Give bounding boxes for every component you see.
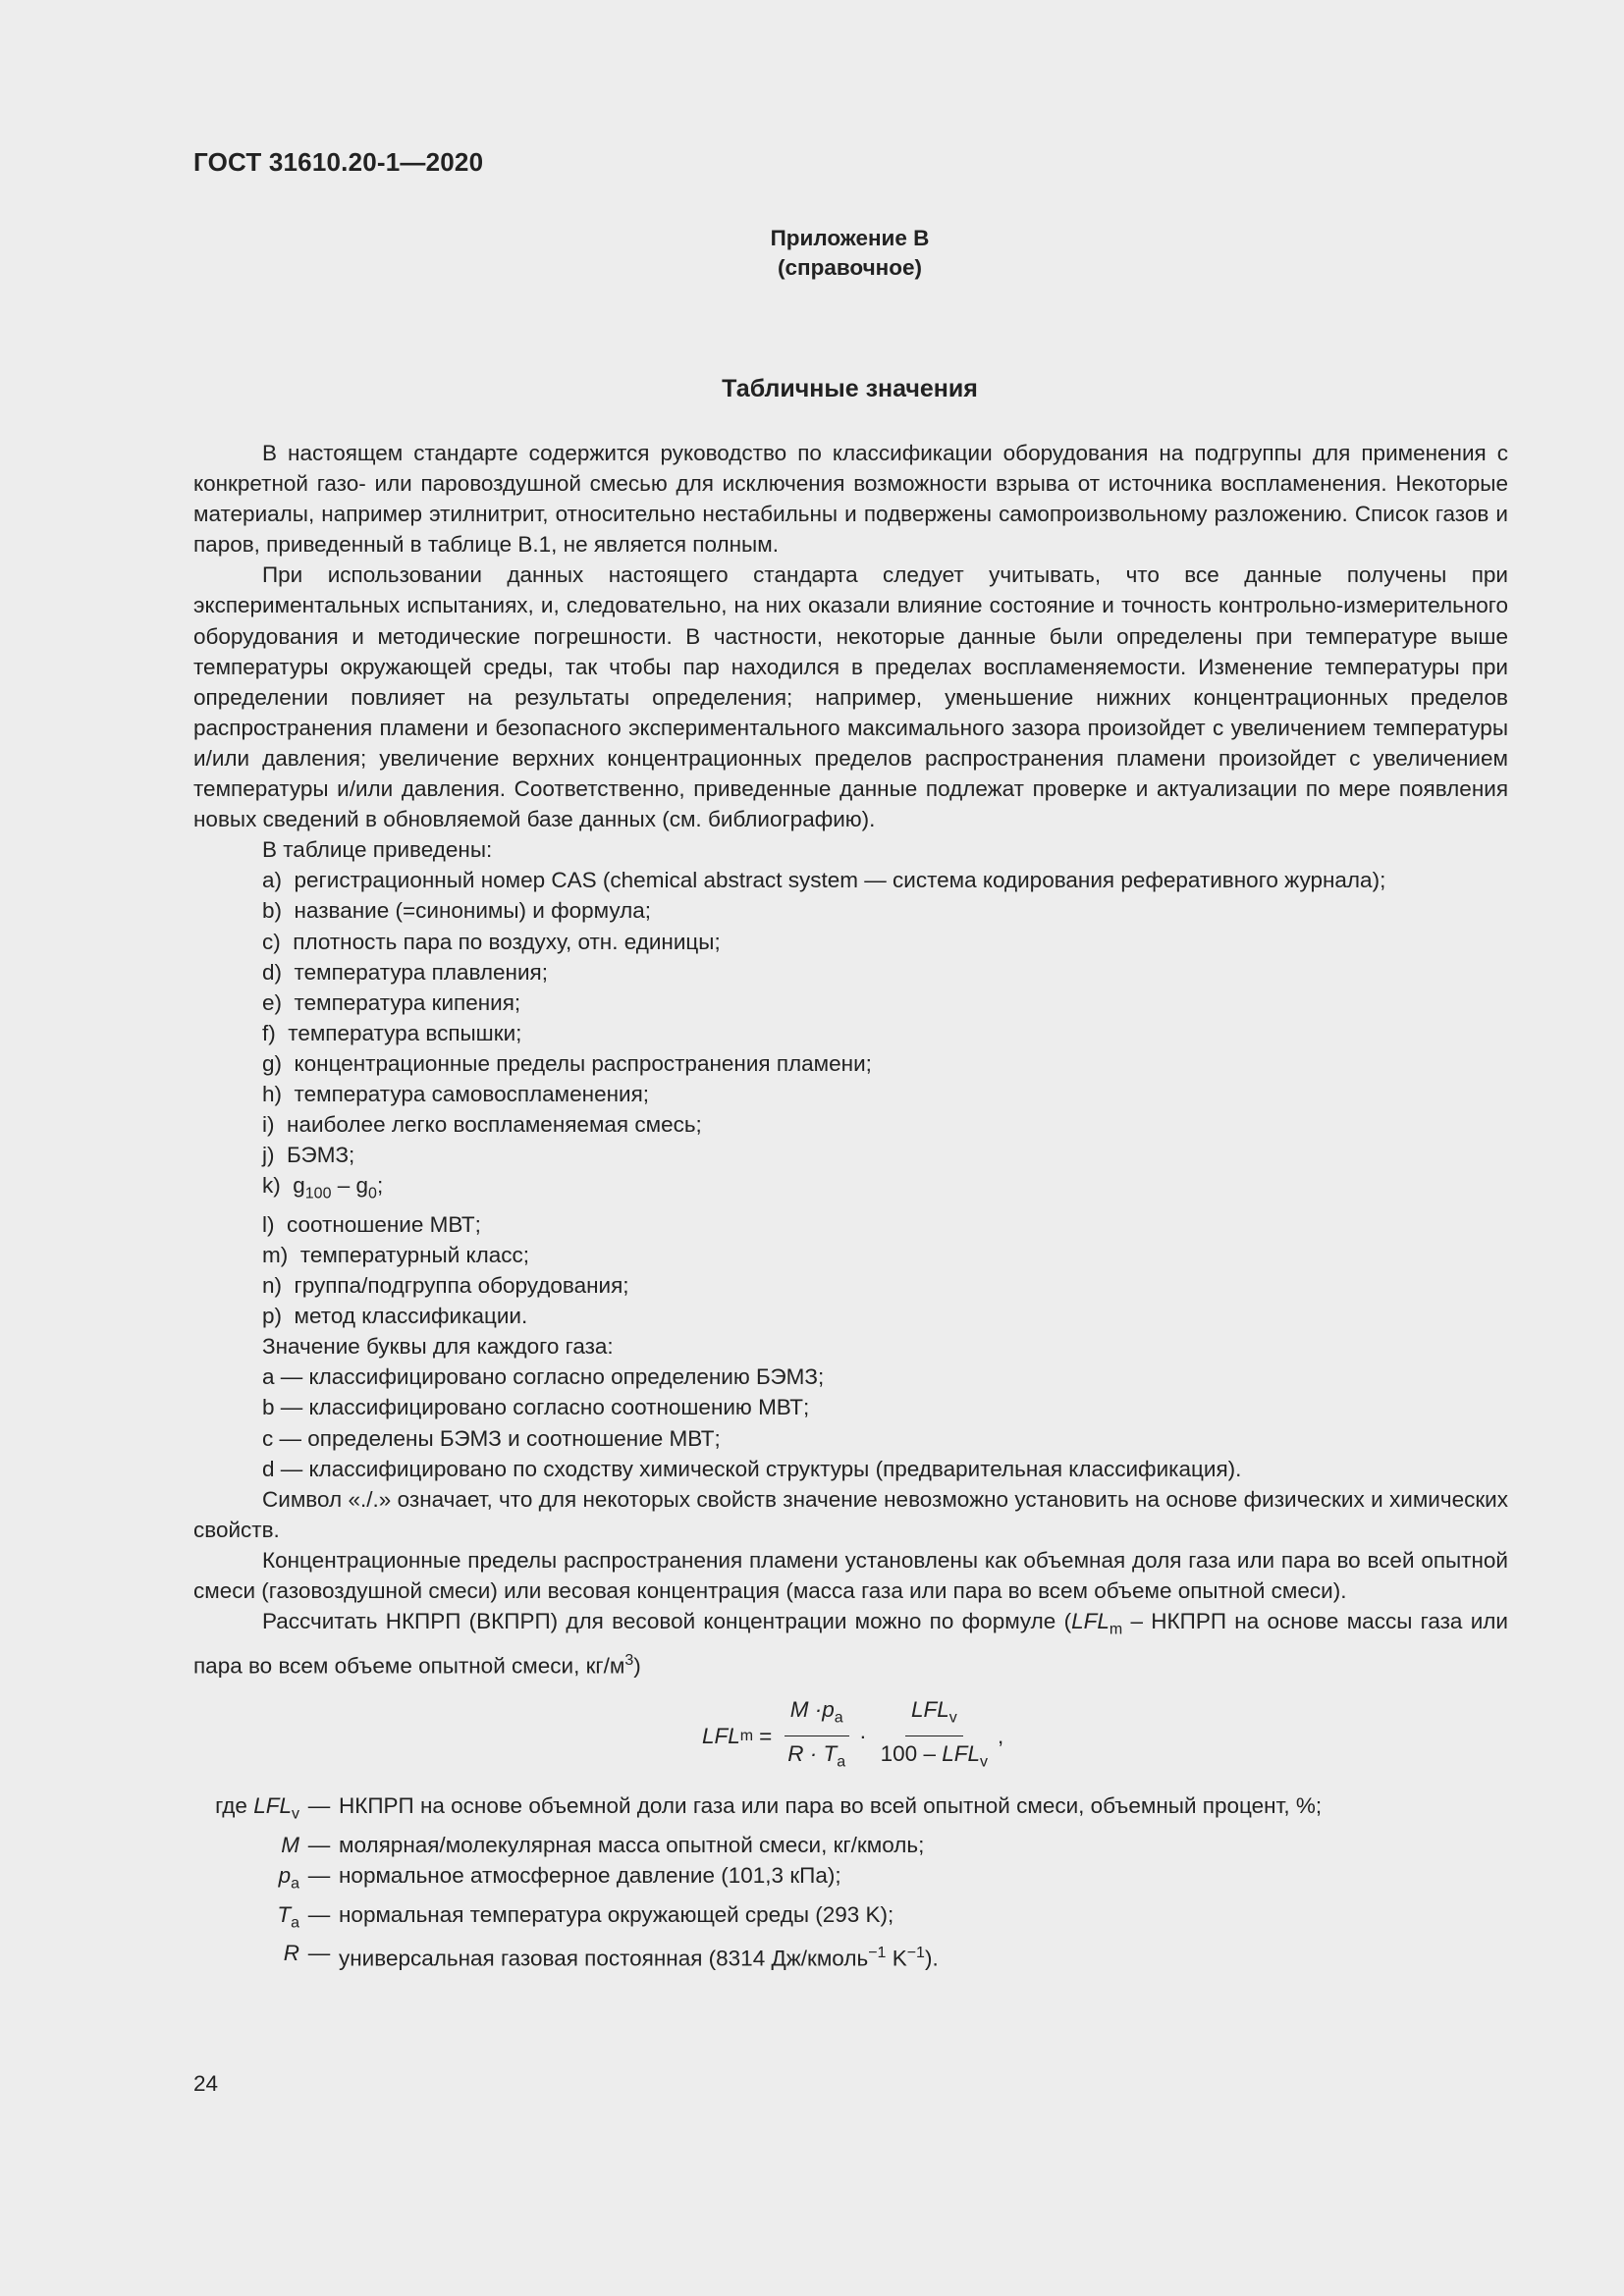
list-item: m) температурный класс;	[262, 1242, 530, 1267]
paragraph-symbol: Символ «./.» означает, что для некоторых свойств значение невозможно установить на основе физических и химических свойств.	[193, 1486, 1508, 1542]
list-item: a) регистрационный номер CAS (chemical abstract system — система кодирования реферативного журнала);	[262, 868, 1386, 893]
list-item: l) соотношение МВТ;	[262, 1211, 481, 1237]
variable-definitions	[193, 1790, 1508, 1973]
letter-meaning-list	[193, 1362, 1508, 1483]
document-body	[193, 438, 1508, 1974]
definition-row: где $LFL_v$ — НКПРП на основе объемной доли газа или пара во всей опытной смеси, объемный процент, %;	[215, 1793, 1323, 1823]
list-item: n) группа/подгруппа оборудования;	[262, 1273, 629, 1299]
formula-fraction-2: $\frac{LFL_v}{100 - LFL_v}$	[875, 1694, 994, 1777]
list-item: b) название (=синонимы) и формула;	[262, 898, 652, 924]
document-code-header: ГОСТ 31610.20-1—2020	[193, 147, 484, 177]
list-item: d — классифицировано по сходству химической структуры (предварительная классификация).	[262, 1456, 1242, 1481]
list-item: b — классифицировано согласно соотношению МВТ;	[262, 1395, 810, 1420]
list-item: k) $g_{100} - g_0$;	[262, 1173, 384, 1202]
list-item: e) температура кипения;	[262, 989, 521, 1015]
paragraph-letter-meaning: Значение буквы для каждого газа:	[262, 1334, 614, 1360]
list-item: c) плотность пара по воздуху, отн. единицы;	[262, 929, 721, 954]
list-item: a — классифицировано согласно определению БЭМЗ;	[262, 1364, 825, 1390]
page-number: 24	[193, 2071, 219, 2096]
table-contents-list	[193, 865, 1508, 1331]
paragraph-intro: В настоящем стандарте содержится руководство по классификации оборудования на подгруппы для применения с конкретной газо- или паровоздушной смесью для исключения возможности взрыва от источника воспламенения. Некоторые материалы, например этилнитрит, относительно нестабильны и подвержены самопроизвольному разложению. Список газов и паров, приведенный в таблице В.1, не является полным.	[193, 441, 1508, 558]
list-item: c — определены БЭМЗ и соотношение МВТ;	[262, 1425, 721, 1451]
paragraph-concentration-limits: Концентрационные пределы распространения пламени установлены как объемная доля газа или пара во всей опытной смеси (газовоздушной смеси) или весовая концентрация (масса газа или пара во всем объеме опытной смеси).	[193, 1547, 1508, 1603]
definition-row: $p_a$ — нормальное атмосферное давление (101,3 кПа);	[278, 1862, 841, 1893]
paragraph-formula-intro: Рассчитать НКПРП (ВКПРП) для весовой концентрации можно по формуле ($LFL_m$ – НКПРП на основе массы газа или пара во всем объеме опытной смеси, $кг/м^3$)	[193, 1609, 1508, 1679]
list-item: j) БЭМЗ;	[262, 1143, 355, 1168]
list-item: d) температура плавления;	[262, 959, 548, 985]
list-item: g) концентрационные пределы распространения пламени;	[262, 1050, 872, 1076]
appendix-title: Приложение В	[770, 226, 930, 250]
definition-row: R — универсальная газовая постоянная (8314 Дж/кмоль$^{-1}$ $K^{-1}$).	[283, 1941, 939, 1971]
section-title: Табличные значения	[722, 375, 978, 402]
appendix-heading	[0, 224, 1624, 283]
list-item: f) температура вспышки;	[262, 1020, 522, 1045]
definition-row: $T_a$ — нормальная температура окружающей среды (293 K);	[277, 1901, 894, 1932]
paragraph-table-contents: В таблице приведены:	[262, 837, 493, 863]
list-item: i) наиболее легко воспламеняемая смесь;	[262, 1112, 702, 1138]
list-item: h) температура самовоспламенения;	[262, 1081, 650, 1106]
paragraph-data-usage: При использовании данных настоящего стандарта следует учитывать, что все данные получены при экспериментальных испытаниях, и, следовательно, на них оказали влияние состояние и точность контрольно-измерительного оборудования и методические погрешности. В частности, некоторые данные были определены при температуре выше температуры окружающей среды, так чтобы пар находился в пределах воспламеняемости. Изменение температуры при определении повлияет на результаты определения; например, уменьшение нижних концентрационных пределов распространения пламени и безопасного экспериментального максимального зазора произойдет с увеличением температуры и/или давления; увеличение верхних концентрационных пределов распространения пламени произойдет с увеличением температуры и/или давления. Соответственно, приведенные данные подлежат проверке и актуализации по мере появления новых сведений в обновляемой базе данных (см. библиографию).	[193, 562, 1508, 832]
lfl-formula: LFL m = $\frac{M \cdot p_a}{R \cdot T_a}$ · $\frac{LFL_v}{100 - LFL_v}$ ,	[193, 1681, 1508, 1790]
appendix-subtitle: (справочное)	[778, 255, 922, 280]
definition-row: M — молярная/молекулярная масса опытной смеси, кг/кмоль;	[281, 1832, 925, 1857]
list-item: p) метод классификации.	[262, 1304, 528, 1329]
formula-fraction-1: $\frac{M \cdot p_a}{R \cdot T_a}$	[782, 1694, 851, 1777]
